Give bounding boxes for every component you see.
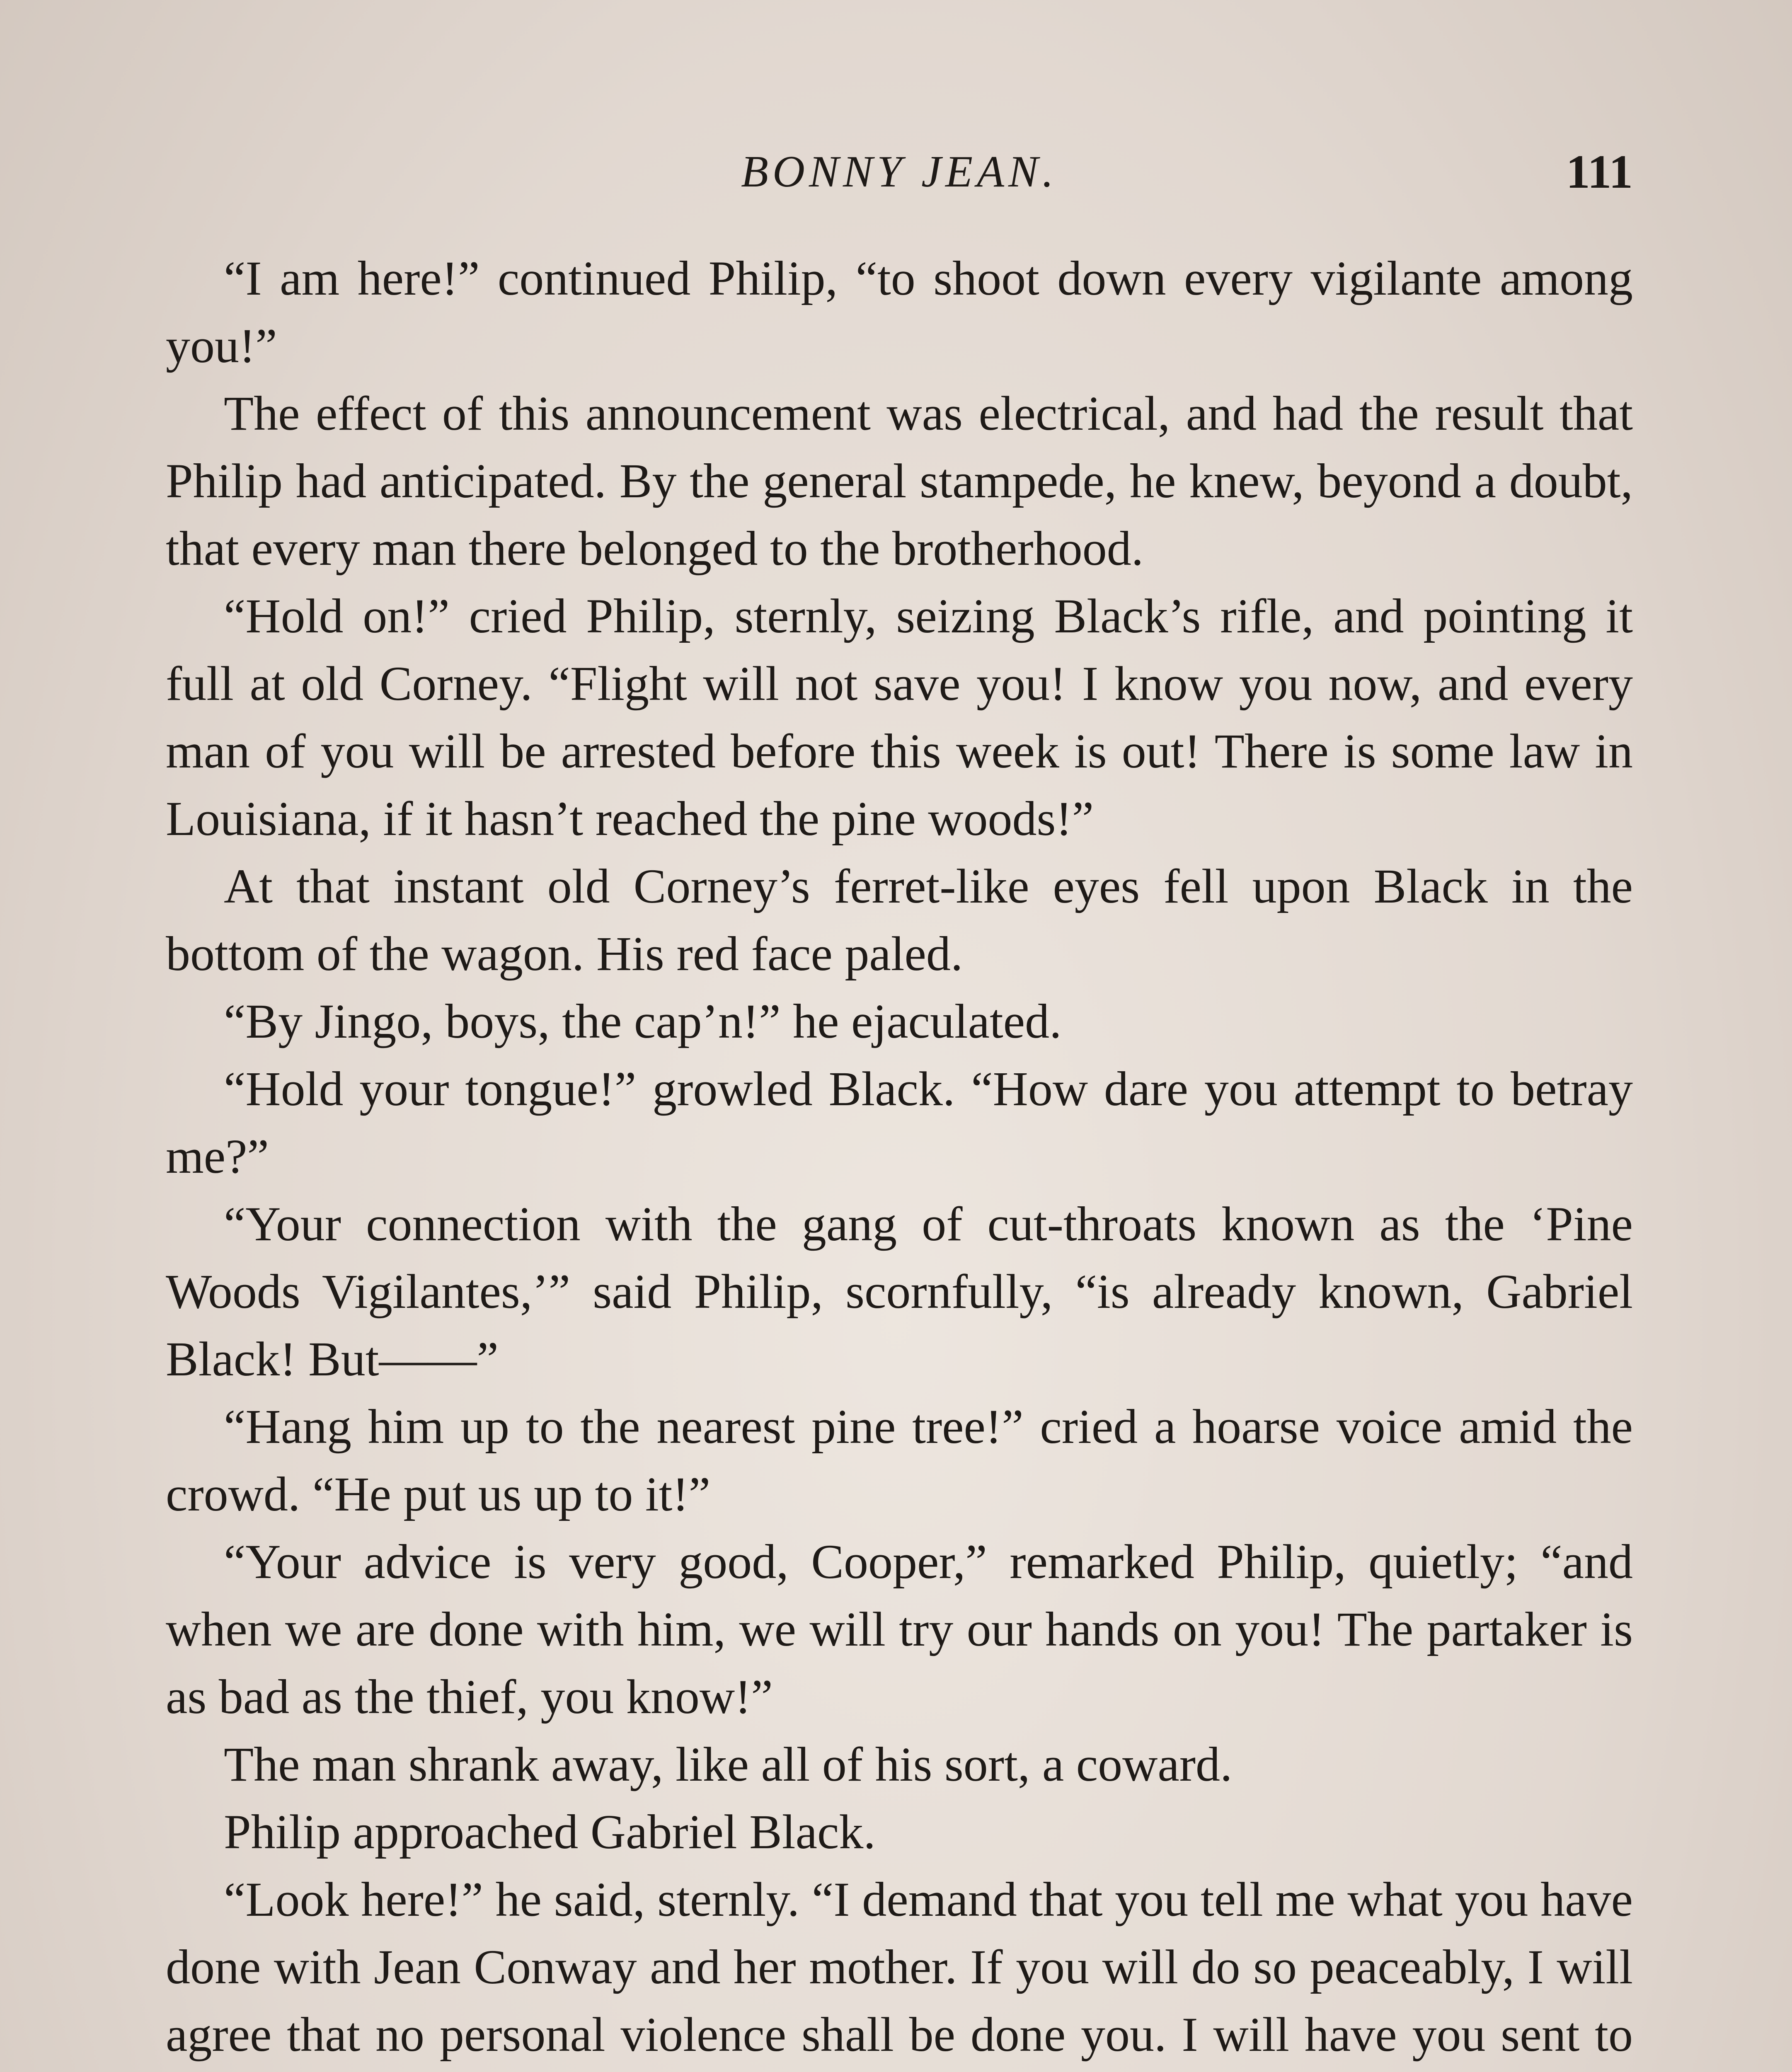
paragraph: “By Jingo, boys, the cap’n!” he ejaculated.: [224, 994, 1062, 1048]
paragraph: At that instant old Corney’s ferret-like eyes fell upon Black in the bottom of the wagon. His red face paled.: [166, 859, 1633, 981]
paragraph: “Your advice is very good, Cooper,” remarked Philip, quietly; “and when we are done with him, we will try our hands on you! The partaker is as bad as the thief, you know!”: [166, 1535, 1633, 1724]
paragraph: The man shrank away, like all of his sort, a coward.: [224, 1737, 1233, 1791]
body-text: [166, 244, 1633, 2072]
paragraph: “Hold on!” cried Philip, sternly, seizing Black’s rifle, and pointing it full at old Corney. “Flight will not save you! I know you now, and every man of you will be arrested before this week is out! There is some law in Louisiana, if it hasn’t reached the pine woods!”: [166, 589, 1633, 846]
paragraph: “Your connection with the gang of cut-throats known as the ‘Pine Woods Vigilantes,’” said Philip, scornfully, “is already known, Gabriel Black! But——”: [166, 1197, 1633, 1386]
paragraph: “Hold your tongue!” growled Black. “How dare you attempt to betray me?”: [166, 1062, 1633, 1184]
page-header: [166, 141, 1633, 203]
running-title: BONNY JEAN.: [741, 147, 1058, 196]
paragraph: Philip approached Gabriel Black.: [224, 1805, 876, 1859]
paragraph: The effect of this announcement was electrical, and had the result that Philip had anticipated. By the general stampede, he knew, beyond a doubt, that every man there belonged to the brotherhood.: [166, 386, 1633, 576]
page-number: 111: [1566, 145, 1633, 198]
paragraph: “Look here!” he said, sternly. “I demand that you tell me what you have done with Jean Conway and her mother. If you will do so peaceably, I will agree that no personal violence shall be done you. I will have you sent to: [166, 1872, 1633, 2062]
paragraph: “I am here!” continued Philip, “to shoot down every vigilante among you!”: [166, 251, 1633, 373]
paragraph: “Hang him up to the nearest pine tree!” cried a hoarse voice amid the crowd. “He put us up to it!”: [166, 1399, 1633, 1521]
